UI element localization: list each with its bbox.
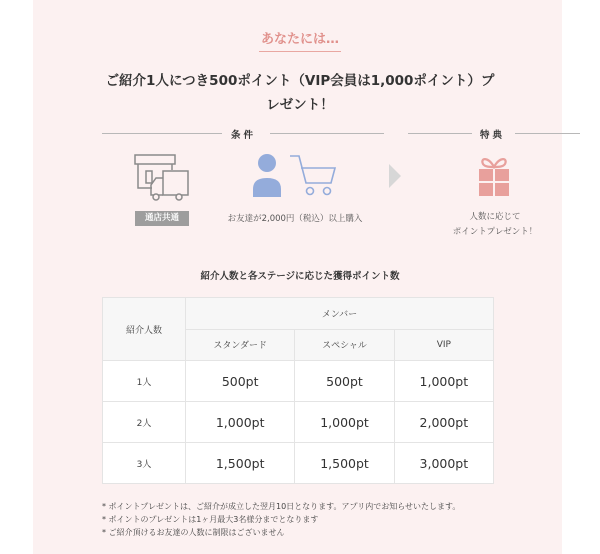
table-row	[103, 402, 494, 443]
divider-line	[270, 133, 384, 134]
note-item: * ポイントのプレゼントは1ヶ月最大3名様分までとなります	[102, 515, 319, 524]
purchase-condition-caption: お友達が2,000円（税込）以上購入	[227, 214, 363, 224]
value-cell: 1,000pt	[295, 402, 394, 443]
value-cell: 1,000pt	[186, 402, 295, 443]
value-cell: 2,000pt	[394, 402, 493, 443]
col-header-vip: VIP	[394, 329, 493, 361]
count-cell: 2人	[103, 402, 186, 443]
benefit-caption-line2: ポイントプレゼント！	[452, 227, 538, 237]
intro-heading	[0, 28, 600, 52]
divider-line	[408, 133, 472, 134]
table-title: 紹介人数と各ステージに応じた獲得ポイント数	[200, 271, 400, 282]
group-header: メンバー	[186, 298, 494, 330]
col-header-standard: スタンダード	[186, 329, 295, 361]
benefit-caption-line1: 人数に応じて	[469, 212, 521, 222]
gift-icon	[478, 155, 510, 197]
value-cell: 1,500pt	[295, 443, 394, 484]
count-cell: 1人	[103, 361, 186, 402]
note-item: * ご紹介頂けるお友達の人数に制限はございません	[102, 528, 285, 537]
notes	[102, 500, 460, 539]
points-table	[102, 297, 494, 484]
col-header-special: スペシャル	[295, 329, 394, 361]
value-cell: 500pt	[295, 361, 394, 402]
benefits-label: 特典	[480, 130, 506, 141]
divider-line	[515, 133, 580, 134]
value-cell: 3,000pt	[394, 443, 493, 484]
value-cell: 1,500pt	[186, 443, 295, 484]
benefit-caption	[430, 210, 560, 240]
note-item: * ポイントプレゼントは、ご紹介が成立した翌月10日となります。アプリ内でお知らせいたします。	[102, 502, 461, 511]
benefits-header	[408, 127, 580, 139]
count-cell: 3人	[103, 443, 186, 484]
table-row	[103, 361, 494, 402]
conditions-header	[102, 127, 384, 139]
row-header: 紹介人数	[103, 298, 186, 361]
value-cell: 1,000pt	[394, 361, 493, 402]
store-and-truck-icon	[134, 154, 190, 204]
headline: ご紹介1人につき500ポイント（VIP会員は1,000ポイント）プレゼント！	[105, 73, 495, 113]
divider-line	[102, 133, 222, 134]
arrow-right-icon	[389, 164, 401, 188]
conditions-label: 条件	[231, 130, 257, 141]
person-cart-icon	[252, 153, 338, 199]
value-cell: 500pt	[186, 361, 295, 402]
intro-label: あなたには…	[259, 28, 341, 52]
store-badge: 通店共通	[135, 211, 189, 226]
table-row	[103, 443, 494, 484]
